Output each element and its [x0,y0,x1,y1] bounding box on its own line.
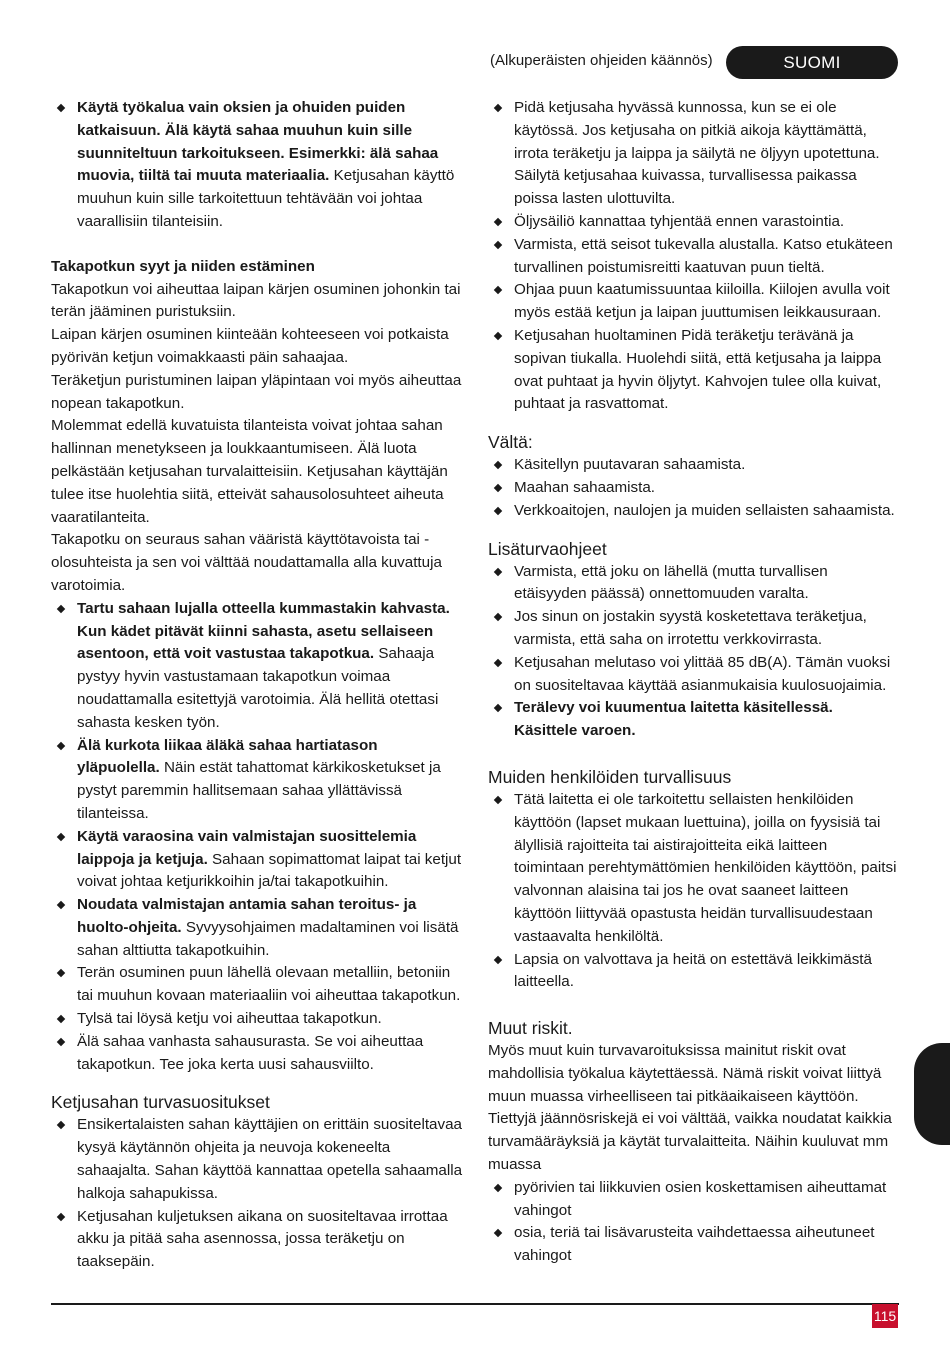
left-column [51,97,463,1274]
list-item-text: Ketjusahan melutaso voi ylittää 85 dB(A). Tämän vuoksi on suositeltavaa käyttää asianmukaisia kuulosuojaimia. [514,653,891,694]
list-item-text: Terän osuminen puun lähellä olevaan metalliin, betoniin tai muuhun kovaan materiaaliin voi aiheuttaa takapotkun. [77,964,461,1005]
extra-safety-list [488,561,900,743]
diamond-bullet-icon [57,1038,65,1046]
list-item-text: Käsitellyn puutavaran sahaamista. [514,456,746,474]
diamond-bullet-icon [494,104,502,112]
avoid-list [488,454,900,522]
footer-rule [51,1303,899,1305]
risks-heading: Muut riskit. [488,1018,573,1039]
diamond-bullet-icon [494,1229,502,1237]
list-item-text: Pidä ketjusaha hyvässä kunnossa, kun se ei ole käytössä. Jos ketjusaha on pitkiä aikoja käyttämättä, irrota teräketju ja laippa ja säilytä ne öljyyn upotettuna. Säilytä ketjusahaa kuivassa, turvallisessa paikassa poissa lasten ulottuvilta. [514,99,880,208]
list-item-text: Syvyysohjaimen madaltaminen voi lisätä sahan alttiutta takapotkuihin. [77,918,459,959]
list-item [488,789,900,949]
list-item [51,97,463,234]
diamond-bullet-icon [57,604,65,612]
diamond-bullet-icon [494,484,502,492]
list-item [51,735,463,826]
list-item-text: Tätä laitetta ei ole tarkoitettu sellaisten henkilöiden käyttöön (lapset mukaan luettuina), joilla on fyysisiä tai älyllisiä rajoitteita tai aistirajoitteita eikä laitteen toimintaan perehtymättömien henkilöiden käyttöön, paitsi valvonnan alaisina tai jos he ovat saaneet laitteen käyttöön liittyvää opastusta heidän turvallisuudestaan vastaavalta henkilöltä. [514,790,897,945]
kickback-list [51,598,463,1077]
list-item [488,477,900,500]
warning-bold: Käytä työkalua vain oksien ja ohuiden puiden katkaisuun. Älä käytä sahaa muuhun kuin sille suunniteltuun tarkoitukseen. Esimerkki: älä sahaa muovia, tiiltä tai muuta materiaalia. [77,99,439,185]
list-item [51,1114,463,1205]
kickback-heading: Takapotkun syyt ja niiden estäminen [51,257,315,275]
diamond-bullet-icon [57,832,65,840]
list-item [488,325,900,416]
others-safety-list [488,789,900,994]
diamond-bullet-icon [57,104,65,112]
list-item [51,1031,463,1077]
list-item-text: Ketjusahan huoltaminen Pidä teräketju terävänä ja sopivan tiukalla. Huolehdi siitä, että ketjusaha ja laippa ovat puhtaat ja hyvin öljytyt. Kahvojen tulee olla kuivat, puhtaat ja rasvattomat. [514,326,882,413]
diamond-bullet-icon [494,658,502,666]
diamond-bullet-icon [57,1015,65,1023]
list-item-text: Ohjaa puun kaatumissuuntaa kiiloilla. Kiilojen avulla voit myös estää ketjun ja laipan juuttumisen leikkausuraan. [514,281,890,322]
diamond-bullet-icon [494,704,502,712]
kickback-paragraph: Laipan kärjen osuminen kiinteään kohteeseen voi potkaista pyörivän ketjun voimakkaasti päin sahaajaa. [51,326,449,366]
diamond-bullet-icon [494,567,502,575]
list-item-text: pyörivien tai liikkuvien osien koskettamisen aiheuttamat vahingot [514,1178,887,1219]
list-item [488,561,900,607]
others-safety-heading: Muiden henkilöiden turvallisuus [488,766,732,787]
list-item [51,1008,463,1031]
safety-heading: Ketjusahan turvasuositukset [51,1092,270,1113]
list-item-text: Maahan sahaamista. [514,478,655,496]
list-item-text: Näin estät tahattomat kärkikosketukset ja pystyt paremmin hallitsemaan sahaa yllättävissä tilanteissa. [77,759,441,822]
diamond-bullet-icon [494,461,502,469]
diamond-bullet-icon [57,741,65,749]
list-item-text: Ensikertalaisten sahan käyttäjien on erittäin suositeltavaa kysyä käytännön ohjeita ja neuvoja kokeneelta sahaajalta. Sahan käyttöä kannattaa opetella sahaamalla halkoja sahapukissa. [77,1116,463,1202]
list-item-bold: Tartu sahaan lujalla otteella kummastakin kahvasta. Kun kädet pitävät kiinni sahasta, asetu sellaiseen asentoon, että voit vastustaa takapotkua. [77,599,450,663]
list-item-text: Jos sinun on jostakin syystä kosketettava teräketjua, varmista, että saha on irrotettu verkkovirrasta. [514,608,867,648]
list-item [488,1222,900,1268]
diamond-bullet-icon [57,969,65,977]
list-item-text: osia, teriä tai lisävarusteita vaihdettaessa aiheutuneet vahingot [514,1224,875,1265]
list-item-bold: Terälevy voi kuumentua laitetta käsitellessä. Käsittele varoen. [514,699,833,740]
list-item [488,454,900,477]
diamond-bullet-icon [494,241,502,249]
diamond-bullet-icon [494,796,502,804]
list-item-text: Ketjusahan kuljetuksen aikana on suositeltavaa irrottaa akku ja pitää saha asennossa, jossa teräketju on taaksepäin. [77,1207,448,1271]
diamond-bullet-icon [494,1184,502,1192]
list-item-text: Tylsä tai löysä ketju voi aiheuttaa takapotkun. [77,1010,382,1028]
list-item [51,962,463,1008]
list-item-text: Varmista, että joku on lähellä (mutta turvallisen etäisyyden päässä) onnettomuuden varalta. [514,562,828,603]
list-item [51,598,463,735]
diamond-bullet-icon [494,507,502,515]
list-item-text: Verkkoaitojen, naulojen ja muiden sellaisten sahaamista. [514,501,895,519]
list-item-text: Öljysäiliö kannattaa tyhjentää ennen varastointia. [514,212,845,230]
extra-safety-heading: Lisäturvaohjeet [488,538,607,559]
list-item [488,606,900,652]
diamond-bullet-icon [494,955,502,963]
list-item-bold: Noudata valmistajan antamia sahan teroitus- ja huolto-ohjeita. [77,896,417,936]
list-item [488,500,900,523]
diamond-bullet-icon [57,1212,65,1220]
list-item-text: Sahaaja pystyy hyvin vastustamaan takapotkun voimaa noudattamalla esitettyjä varotoimia. Älä hellitä otettasi sahasta kesken työn. [77,645,439,731]
right-column [488,97,900,1268]
kickback-paragraph: Takapotkun voi aiheuttaa laipan kärjen osuminen johonkin tai terän jääminen puristuksiin. [51,280,461,321]
list-item-text: Varmista, että seisot tukevalla alustalla. Katso etukäteen turvallinen poistumisreitti kaatuvan puun tieltä. [514,235,893,276]
risks-list [488,1177,900,1268]
warning-text: Ketjusahan käyttö muuhun kuin sille tarkoitettuun tehtävään voi johtaa vaarallisiin tilanteisiin. [77,167,455,230]
list-item [51,1206,463,1274]
kickback-paragraph: Teräketjun puristuminen laipan yläpintaan voi myös aiheuttaa nopean takapotkun. [51,371,462,412]
diamond-bullet-icon [494,218,502,226]
list-item-bold: Älä kurkota liikaa äläkä sahaa hartiatason yläpuolella. [77,736,378,777]
list-item-text: Lapsia on valvottava ja heitä on estettävä leikkimästä laitteella. [514,950,872,991]
diamond-bullet-icon [494,613,502,621]
list-item [488,234,900,280]
kickback-paragraph: Molemmat edellä kuvatuista tilanteista voivat johtaa sahan hallinnan menetykseen ja loukkaantumiseen. Älä luota pelkästään ketjusahan turvalaitteisiin. Ketjusahan käyttäjän tulee itse huolehtia siitä, etteivät sahausolosuhteet aiheuta vaaratilanteita. [51,417,448,526]
list-item [51,826,463,894]
list-item [488,211,900,234]
list-item [488,697,900,743]
safety-list [51,1114,463,1274]
section-tab [914,1043,950,1145]
list-item [488,1177,900,1223]
diamond-bullet-icon [494,332,502,340]
language-badge: SUOMI [726,46,898,79]
kickback-paragraph: Takapotku on seuraus sahan vääristä käyttötavoista tai -olosuhteista ja sen voi välttää noudattamalla alla kuvattuja varotoimia. [51,531,442,594]
diamond-bullet-icon [57,1121,65,1129]
list-item-bold: Käytä varaosina vain valmistajan suosittelemia laippoja ja ketjuja. [77,827,417,868]
page-number: 115 [872,1304,898,1328]
diamond-bullet-icon [494,286,502,294]
tool-use-list [51,97,463,234]
list-item [488,949,900,995]
risks-paragraph: Tiettyjä jäännösriskejä ei voi välttää, vaikka noudatat kaikkia turvamääräyksiä ja käytät turvalaitteita. Näihin kuuluvat mm muassa [488,1110,892,1174]
list-item [488,279,900,325]
diamond-bullet-icon [57,901,65,909]
list-item [488,97,900,211]
list-item-text: Sahaan sopimattomat laipat tai ketjut voivat johtaa ketjurikkoihin ja/tai takapotkuihin. [77,850,462,891]
avoid-heading: Vältä: [488,432,533,453]
list-item [51,894,463,962]
list-item [488,652,900,698]
list-item-text: Älä sahaa vanhasta sahausurasta. Se voi aiheuttaa takapotkun. Tee joka kerta uusi sahausviilto. [77,1032,424,1073]
translation-note: (Alkuperäisten ohjeiden käännös) [490,52,713,69]
risks-paragraph: Myös muut kuin turvavaroituksissa mainitut riskit ovat mahdollisia työkalua käytettäessä. Nämä riskit voivat liittyä muun muassa virheelliseen tai pitkäaikaiseen käyttöön. [488,1042,882,1105]
maintenance-list [488,97,900,416]
